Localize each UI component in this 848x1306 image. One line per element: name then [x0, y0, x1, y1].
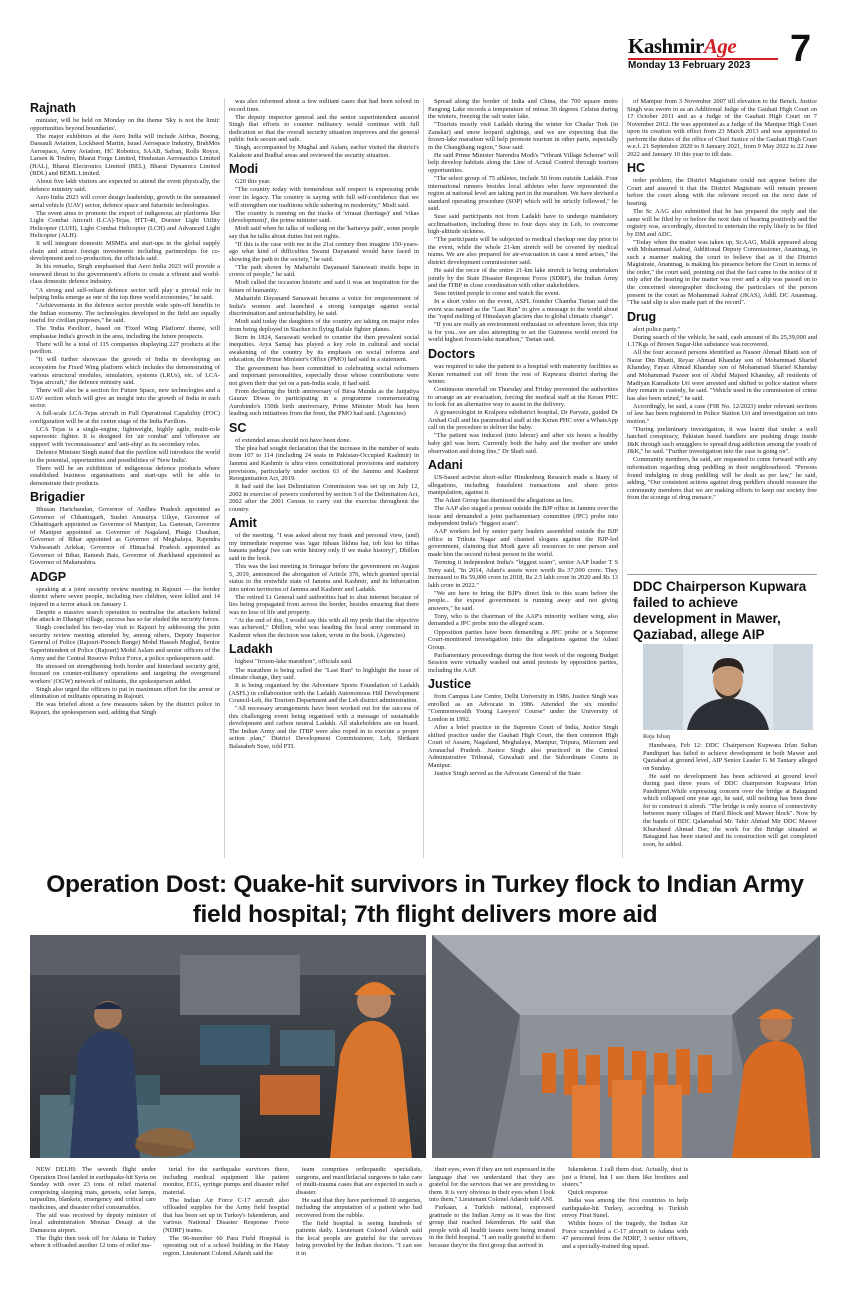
paragraph: Born in 1824, Saraswati worked to counter the then prevalent social inequities. Arya Samaj has played a key role in cultural and social awakening of the country by its emphasis on social reforms and education, the Prime Minister's Office (PMO) had said in a statement.: [229, 333, 419, 364]
paragraph: He said no development has been achieved at ground level during past three years of DDC chairperson Kupwara Irfan Panditpuri.While expressing concern over the bridge at Batagund which collapsed one year ago, he said, still nothing has been done for to construct it afresh. "The bridge is only source of connectivity between many villages of Haril Block and Mawer block". Now by the hands of BDC Qalamabad Mr. Tahir Ahmad Mir DDC Mawer Khursheed Ahmad Dar, the work for the Bridge situated at Batagund has been started and its construction will get completed soon, he added.: [643, 772, 817, 848]
paragraph: "A strong and self-reliant defence sector will play a pivotal role in helping India emerge as one of the top three world economies," he said.: [30, 286, 220, 302]
photo-caption: Raja Ishaq: [643, 733, 671, 740]
paragraph: "Achievements in the defence sector provide wide spin-off benefits to the Indian economy. The technologies developed in the field are equally useful for civilian purposes," he said.: [30, 302, 220, 325]
paragraph: "The country today with tremendous self respect is expressing pride over its legacy. The country is saying with full self-confidence that we will strengthen our traditions while ushering in modernity," Modi said.: [229, 186, 419, 209]
paragraph: After a brief practice in the Supreme Court of India, Justice Singh shifted practice under the Gauhati High Court, the then common High Court of Assam, Nagaland, Meghalaya, Manipur, Tripura, Mizoram and Arunachal Pradesh. Justice Singh also practiced in the Central Administrative Tribunal, Guwahati and the Subordinate Courts in Manipur.: [428, 723, 618, 769]
paragraph: "We are here to bring the BJP's direct link to this scam before the people... the exposé government is running away and not giving answers," he said.: [428, 589, 618, 612]
paragraph: From declaring the birth anniversary of Birsa Munda as the Janjatiya Gaurav Diwas to participating in a programme commemorating Aurobindo's 150th birth anniversary, Prime Minister Modi has been leading such initiatives from the front, the PMO had said. (Agencies): [229, 387, 419, 418]
paragraph: "Today when the matter was taken up, Sr.AAG, Malik appeared along with Mohammad Ashraf, Additional Deputy Commissioner, Anantnag, in such a manner making the court to believe that as if the District Magistrate, Anantnag, is making his presence before the Court in terms of the order," the court said, pointing out that the fact came to the notice of it only after the hearing in the matter was over and a slip was passed on to the concerned stenographer disclosing the particulars of the person present in the court as Mohammad Ashraf (JKAS), Addl. DC Anantnag. "The said slip is also made part of the record".: [627, 238, 817, 307]
ddc-headline: DDC Chairperson Kupwara failed to achieve development in Mawer, Qaziabad, allege AIP: [633, 579, 807, 642]
photo-illustration: [432, 935, 820, 1158]
paragraph: Suse invited people to come and watch the event.: [434, 290, 561, 298]
story-column-5: [562, 1166, 688, 1300]
paragraph: India was among the first countries to help earthquake-hit Turkey, according to Turkish envoy Firat Sunel.: [562, 1197, 688, 1220]
paragraph: Accordingly, he said, a case (FIR No. 12/2023) under relevant sections of law has been registered in Police Station Uri and investigation set into motion.": [627, 402, 817, 425]
paragraph: It had said the last Delimitation Commission was set up on July 12, 2002 in exercise of powers conferred by section 3 of the Delimitation Act, 2002 after the 2001 Census to carry out the exercise throughout the country.: [229, 483, 419, 513]
paragraph: Suse said participants not from Ladakh have to undergo mandatory acclimatisation, including three to four days stay in Leh, to overcome high-altitude sickness.: [428, 213, 618, 236]
paragraph: "All necessary arrangements have been worked out for the success of this challenging event being organised with a message of sustainable development and carbon neutral Ladakh. All stakeholders are on board. The Indian Army and the ITBP were also roped in to execute a proper action plan," District Development Commissioner, Leh, Shrikant Balasaheb Suse, told PTI.: [229, 705, 419, 750]
paragraph: was also informed about a few militant cases that had been solved in record time.: [229, 98, 419, 113]
paragraph: The 'India Pavilion', based on 'Fixed Wing Platform' theme, will emphasise India's growth in the area, including the future prospects.: [30, 325, 220, 340]
section-heading: Ladakh: [229, 642, 273, 657]
paragraph: "The participants will be subjected to medical checkup one day prior to the event, while the whole 21-km stretch will be covered by medical teams. We are also prepared for air-evacuation in case a need arises," the district development commissioner said.: [428, 236, 618, 266]
paragraph: alert police party.": [633, 325, 681, 333]
paragraph: The plea had sought declaration that the increase in the number of seats from 107 to 114 (including 24 seats in Pakistan-Occupied Kashmir) in Jammu and Kashmir is ultra vires constitutional provisions and statutory provisions, particularly under section 63 of the Jammu and Kashmir Reorganisation Act, 2019.: [229, 444, 419, 483]
section-heading: Adani: [428, 458, 463, 473]
section-heading: Amit: [229, 516, 257, 531]
story-column-2: [163, 1166, 289, 1300]
paragraph: The government has been committed to celebrating social reformers and important personalities, especially those whose contributions were not given their due yet on a pan-India scale, it had said.: [229, 364, 419, 387]
section-heading: Rajnath: [30, 101, 76, 115]
paragraph: The major exhibitors at the Aero India will include Airbus, Boeing, Dassault Aviation, Lockheed Martin, Israel Aerospace Industry, BrahMos Aerospace, Army Aviation, HC Robotics, SAAB, Safran, Rolls Royce, Larsen & Toubro, Bharat Forge Limited, Hindustan Aeronautics Limited (HAL), Bharat Electronics Limited (BEL), Bharat Dynamics Limited (BDL) and BEML Limited.: [30, 132, 220, 178]
paragraph: A full-scale LCA-Tejas aircraft in Full Operational Capability (FOC) configuration will be at the centre stage of the India Pavilion.: [30, 410, 220, 425]
paragraph: from Campus Law Centre, Delhi University in 1986. Justice Singh was enrolled as an Advocate in 1986. Attended the six months' "Commonwealth Young Lawyers' Course" under the University of London in 1992.: [428, 693, 618, 723]
paragraph: Singh, accompanied by Mughal and Aslam, earlier visited the district's Kalakote and Budhal areas and reviewed the security situation.: [229, 144, 419, 159]
paragraph: The deputy inspector general and the senior superintendent assured Singh that efforts to counter militancy would continue with full dedication so that the overall security situation improves and the general public feels secure and safe.: [229, 113, 419, 144]
column-4: [627, 98, 817, 568]
masthead: [0, 0, 848, 90]
paragraph: Parliamentary proceedings during the first week of the ongoing Budget Session were virtually washed out amid protests by opposition parties, including the AAP.: [428, 651, 618, 674]
paragraph: He said Prime Minister Narendra Modi's "Vibrant Village Scheme" will help develop habitats along the Line of Actual Control through tourism opportunities.: [428, 151, 618, 174]
paragraph: order problem, the District Magistrate could not appear before the Court and assured it that the District Magistrate will remain present before the court along with the relevant record on the next date of hearing.: [627, 177, 817, 208]
paragraph: "During preliminary investigation, it was learnt that under a well hatched conspiracy, Pakistan based handlers are pushing drugs inside J&K through such smugglers to spread drug addiction among the youth of J&K," he said. "Further investigation into the case is going on".: [627, 425, 817, 456]
paragraph: G20 this year.: [235, 178, 271, 186]
paragraph: their eyes, even if they are not expressed in the language that we understand that they are grateful for the services that we are providing to them. It is very obvious in their eyes when I look into them," Lieutenant Colonel Adarsh told ANI.: [429, 1166, 555, 1204]
story-column-3: [296, 1166, 422, 1300]
paragraph: The marathon is being called the "Last Run" to highlight the issue of climate change, they said.: [229, 666, 419, 682]
paragraph: highest "frozen-lake marathon", officials said.: [235, 658, 353, 666]
page-number: 7: [790, 28, 812, 70]
paragraph: Spread along the border of India and China, the 700 square metre Pangong Lake records a temperature of minus 30 degrees Celsius during the winters, freezing the salt water lake.: [428, 98, 618, 121]
paragraph: The country is running on the tracks of 'virasat (heritage)' and 'vikas (development)', the prime minister said.: [229, 209, 419, 225]
paragraph: of Manipur from 3 November 2007 till elevation to the Bench. Justice Singh was sworn in as an Additional Judge of the Gauhati High Court on 17 October 2011 and as a Judge of the Gauhati High Court on 7 November 2012. He was appointed as a Judge of the Manipur High Court upon its creation with effect from 23 March 2013 and was appointed to perform the duties of the office of Chief Justice of the Gauhati High Court w.e.f. 21 September 2020 to 9 January 2021, from 9 May 2022 to 22 June 2022 and January 10 this year to till date.: [627, 98, 817, 158]
story-column-4: [429, 1166, 555, 1300]
ddc-article: [627, 574, 817, 868]
paragraph: There will also be a section for Future Space, new technologies and a UAV section which will give an insight into the growth of India in each sector.: [30, 387, 220, 410]
paragraph: He stressed on strengthening both border and hinterland security grid, focused on counter-militancy operations and targeting the overground workers' (OGW) network of militants, the spokesperson added.: [30, 662, 220, 685]
paragraph: The aid was received by deputy minister of local administration Moutaz Douaji at the Damascus airport.: [30, 1211, 156, 1234]
paragraph: He said the recce of the entire 21-km lake stretch is being undertaken jointly by the State Disaster Response Force (SDRF), the Indian Army and the ITBP in close coordination with other stakeholders.: [428, 267, 618, 290]
story-column-6: [695, 1166, 821, 1300]
paragraph: In a short video on the event, ASFL founder Chamba Tsetan said the event was named as the "Last Run" to give a message to the world about the "rapid melting of Himalayan glaciers due to global climatic change".: [428, 298, 618, 321]
paragraph: Singh concluded his two-day visit to Rajouri by addressing the joint security review meeting attended by, among others, Deputy Inspector General of Police (Rajouri-Poonch Range) Mohd Haseeb Mughal, Senior Superintendent of Police (Rajouri) Mohd Aslam and senior officers of the Army and the Central Reserve Police Force, a police spokesperson said.: [30, 624, 220, 662]
paragraph: NEW DELHI: The seventh flight under Operation Dost landed in earthquake-hit Syria on Sunday with over 23 tons of relief material comprising sleeping mats, gensets, solar lamps, tarpaulins, blankets, emergency and critical care medicines, and disaster relief consumables.: [30, 1166, 156, 1211]
logo-main: Kashmir: [628, 34, 704, 58]
photo-illustration: [30, 935, 426, 1158]
paragraph: Opposition parties have been demanding a JPC probe or a Supreme Court-monitored investigation into the allegations against the Adani Group.: [428, 628, 618, 651]
paragraph: minister, will be held on Monday on the theme 'Sky is not the limit: opportunities beyond boundaries'.: [30, 117, 220, 132]
paragraph: There will be a total of 115 companies displaying 227 products at the pavilion.: [30, 340, 220, 356]
paragraph: The AAP also staged a protest outside the BJP office in Jammu over the issue and demanded a joint parliamentary committee (JPC) probe into independent India's "biggest scam".: [428, 505, 618, 528]
paragraph: Despite a massive search operation to neutralise the attackers behind the attack in Dhangri village, success has so far eluded the security forces.: [30, 608, 220, 624]
paragraph: Within hours of the tragedy, the Indian Air Force scrambled a C-17 aircraft to Adana with 47 personnel from the NDRF, 3 senior officers, and a specially-trained dog squad.: [562, 1220, 688, 1250]
paragraph: Continuous snowfall on Thursday and Friday prevented the authorities to arrange an air evacuation, forcing the medical staff at the Keran PHC to look for an alternative way to assist in the delivery.: [428, 386, 618, 409]
paragraph: speaking at a joint security review meeting in Rajouri — the border district where seven people, including two children, were killed and 14 injured in a terror attack on January 1.: [30, 585, 220, 608]
paragraph: During search of the vehicle, he said, cash amount of Rs 25,39,000 and 1.17Kgs of Brown Sugar-like substance was recovered.: [627, 333, 817, 349]
column-divider: [224, 98, 225, 858]
paragraph: Terming it independent India's "biggest scam", senior AAP leader T S Tony said, "In 2014, Adani's assets were worth Rs 37,000 crore. They increased to Rs 59,000 crore in 2018, Rs 2.5 lakh crore in 2020 and Rs 13 lakh crore in 2022.": [428, 559, 618, 589]
portrait-illustration: [643, 644, 813, 730]
paragraph: About five lakh visitors are expected to attend the event physically, the defence ministry said.: [30, 178, 220, 193]
portrait-photo: [643, 644, 813, 730]
column-divider: [423, 98, 424, 858]
section-heading: Brigadier: [30, 490, 85, 505]
section-heading: Drug: [627, 309, 657, 324]
paragraph: "The path shown by Maharishi Dayanand Saraswati instils hope in crores of people," he said.: [229, 263, 419, 279]
paragraph: "Tourists mostly visit Ladakh during the winter for Chadar Trek (in Zanskar) and snow leopard sightings, and we are expecting that the frozen-lake marathon will help promote tourism in other parts, especially in the Changthang region," Suse said.: [428, 121, 618, 151]
paragraph: Modi said when he talks of walking on the 'kartavya path', some people say that he talks about duties but not rights.: [229, 225, 419, 240]
section-heading: Justice: [428, 677, 472, 692]
paragraph: The flight then took off for Adana in Turkey where it offloaded another 12 tons of relief ma-: [30, 1234, 156, 1250]
paragraph: LCA Tejas is a single-engine, lightweight, highly agile, multi-role supersonic fighter. It is designed for 'air combat' and 'offensive air support' with 'reconnaissance' and 'anti-ship' as its secondary roles.: [30, 425, 220, 448]
paragraph: Maharishi Dayanand Saraswati became a voice for empowerment of India's women and launched a strong campaign against social discrimination and untouchability, he said.: [229, 295, 419, 318]
section-heading: ADGP: [30, 569, 67, 584]
paragraph: In his remarks, Singh emphasised that Aero India 2023 will provide a renewed thrust to the government's efforts to create a vibrant and world-class domestic defence industry.: [30, 263, 220, 286]
paragraph: He was briefed about a few measures taken by the district police in Rajouri, the spokesperson said, adding that Singh: [30, 701, 220, 716]
section-heading: Doctors: [428, 347, 476, 361]
column-3: [428, 98, 618, 866]
paragraph: Modi said today the daughters of the country are taking on major roles from being deployed in Siachen to flying Rafale fighter planes.: [229, 318, 419, 333]
paragraph: This was the last meeting in Srinagar before the government on August 5, 2019, announced the abrogation of Article 370, which granted special status to the erstwhile state of Jammu and Kashmir, and its bifurcation into union territories of Jammu and Kashmir and Ladakh.: [229, 562, 419, 593]
paragraph: "If you are really an environment enthusiast or adventure lover, this trip is for you...we are also attempting to set the Guinness world record for world highest frozen-lake marathon," Tsetan said.: [428, 321, 618, 344]
paragraph: AAP workers led by senior party leaders assembled outside the BJP office in Trikuta Nagar and chanted slogans against the BJP-led government, claiming that Modi gave all resources to one person and made him the second richest person in the world.: [428, 528, 618, 559]
section-heading: SC: [229, 420, 247, 435]
paragraph: Modi called the occasion historic and said it was an inspiration for the future of humanity.: [229, 279, 419, 295]
newspaper-logo: [628, 34, 736, 59]
paragraph: "If this is the case with me in the 21st century then imagine 150-years-ago what kind of difficulties Swami Dayanand would have faced in showing the path to the society," he said.: [229, 240, 419, 263]
paragraph: Justice Singh served as the Advocate General of the State: [434, 769, 581, 777]
paragraph: "At the end of this, I would say this with all my pride that the objective was achieved," Dhillon, who was heading the local army command in Kashmir when the decision was taken, wrote in the book. (Agencies): [229, 616, 419, 639]
paragraph: of the meeting. "I was asked about my frank and personal view, (and) my immediate response was 'agar itihaas likhna hai, toh kisi ko itihas banana padega' (we can write history only if we make history)", Dhillon said in the book.: [229, 532, 419, 562]
paragraph: The Adani Group has dismissed the allegations as lies.: [434, 497, 574, 505]
paragraph: Aero India 2023 will cover design leadership, growth in the unmanned aerial vehicle (UAV) sector, defence space and futuristic technologies.: [30, 193, 220, 209]
paragraph: Tony, who is the chairman of the AAP's minority welfare wing, also demanded a JPC probe into the alleged scam.: [428, 612, 618, 628]
paragraph: All the four accused persons identified as Naseer Ahmad Bhatti son of Nazar Din Bhatti, Reyaz Ahmad Khanday son of Mohammad Sharief Khanday, Fayaz Ahmad Khanday son of Mohammad Sharief Khanday and Mohammad Pazeer son of Abdul Majeed Khanday, all residents of Madiyan Kamalkote Uri were arrested and shifted to police station where they remain in custody, he said. "Vehicle used in the commission of crime has also been seized," he said.: [627, 349, 817, 402]
paragraph: Singh also urged the officers to put in maximum effort for the arrest or elimination of militants operating in Rajouri.: [30, 685, 220, 701]
section-heading: HC: [627, 161, 646, 176]
column-2: [229, 98, 419, 866]
paragraph: Furkaan, a Turkish national, expressed gratitude to the Indian Army as it was the first group that reached Iskenderun. He said that people with all health issues were being treated in the field hospital. "I am really grateful to them because they're the first group that arrived in: [429, 1204, 555, 1249]
paragraph: Defence Minister Singh stated that the pavilion will introduce the world to the potential, opportunities and possibilities of 'New India'.: [30, 449, 220, 464]
paragraph: The 96-member 60 Para Field Hospital is operating out of a school building in the Hatay region. Lieutenant Colonel Adarsh said the: [163, 1234, 289, 1258]
paragraph: The retired Lt General said authorities had to shut internet because of lies being propagated from across the border, besides ensuring that there was no loss of life and property.: [229, 593, 419, 616]
paragraph: The Sr. AAG also submitted that he has prepared the reply and the same will be filed by or before the next date of hearing positively and the registry was, accordingly, directed to entertain the reply likely to be filed by DM and ADC.: [627, 208, 817, 238]
paragraph: He said that they have performed 10 surgeries, including the amputation of a patient who had recovered from the rubble.: [296, 1196, 422, 1219]
paragraph: was required to take the patient to a hospital with maternity facilities as Keran remained cut off from the rest of Kupwara district during the winter.: [428, 363, 618, 386]
paragraph: The Indian Air Force C-17 aircraft also offloaded supplies for the Army field hospital that has been set up in Turkey's Iskenderun, and various National Disaster Response Force (NDRF) teams.: [163, 1196, 289, 1234]
paragraph: terial for the earthquake survivors there, including medical equipment like patient monitor, ECG, syringe pumps and disaster relief material.: [163, 1166, 289, 1196]
paragraph: "It will further showcase the growth of India in developing an ecosystem for Fixed Wing platform which includes the demonstrating of various structural modules, simulators, systems (LRUs), etc. of LCA-Tejas aircraft," the defence ministry said.: [30, 356, 220, 387]
column-divider: [622, 98, 623, 858]
paragraph: Bhusan Harichandan, Governor of Andhra Pradesh appointed as Governor of Chhattisgarh, Sushri Anusuiya Uikye, Governor of Chhattisgarh appointed as Governor of Manipur, La. Ganesan, Governor of Manipur appointed as Governor of Nagaland, Phagu Chauhan, Governor of Bihar appointed as Governor of Meghalaya, Rajendra Vishwanath Arlekar, Governor of Himachal Pradesh appointed as Governor of Bihar, Ramesh Bais, Governor of Jharkhand appointed as Governor of Maharashtra.: [30, 506, 220, 567]
paragraph: Quick response: [568, 1189, 608, 1197]
ddc-body: [643, 742, 817, 868]
paragraph: US-based activist short-seller Hindenburg Research made a litany of allegations, including fraudulent transactions and share price manipulation, against it.: [428, 474, 618, 497]
paragraph: "The patient was induced (into labour) and after six hours a healthy baby girl was born. Currently both the baby and the mother are under observation and doing fine," Dr Shafi said.: [428, 432, 618, 455]
story-column-1: [30, 1166, 156, 1300]
paragraph: Community members, he said, are requested to come forward with any information regarding drug peddling in their neighbourhood. "Persons found indulging in drug peddling will be dealt as per law," he said, adding, "Our consistent actions against drug peddlers should reassure the community members that we are making efforts to keep our society free from the scourge of drug menace.": [627, 456, 817, 502]
article-rule: [627, 574, 817, 575]
issue-date: Monday 13 February 2023: [628, 60, 751, 71]
section-heading: Modi: [229, 162, 259, 177]
photo-aircraft-hold: [432, 935, 820, 1158]
paragraph: "The select group of 75 athletes, include 50 from outside Ladakh. Four international runners besides local athletes who have represented the region at national level are taking part in the marathon. We have devised a standard operating procedure (SOP) which will be strictly followed," he said.: [428, 174, 618, 213]
paragraph: Iskenderun. I call them dost. Actually, dost is just a friend, but I see them like brothers and sisters.": [562, 1166, 688, 1189]
paragraph: It will integrate domestic MSMEs and start-ups in the global supply chain and attract foreign investments including partnerships for co-development and co-production, the officials said.: [30, 240, 220, 263]
paragraph: A gynaecologist in Kralpora subdistrict hospital, Dr Parvaiz, guided Dr Arshad Gull and his paramedical staff at the Keran PHC over a WhatsApp call on the procedure to deliver the baby.: [428, 409, 618, 432]
paragraph: Handwara, Feb 12: DDC Chairperson Kupwara Irfan Sultan Panditpuri has failed to achieve development in both Mawer and Qaziabad at ground level, AIP Senior Leader G M Tantary alleged on Sunday.: [643, 742, 817, 772]
paragraph: The event aims to promote the export of indigenous air platforms like Light Combat Aircraft (LCA)-Tejas, HTT-40, Dornier Light Utility Helicopter (LUH), Light Combat Helicopter (LCH) and Advanced Light Helicopter (ALH).: [30, 209, 220, 240]
main-headline: Operation Dost: Quake-hit survivors in Turkey flock to Indian Army field hospital; 7th flight delivers more aid: [46, 871, 804, 928]
column-1: [30, 98, 220, 866]
paragraph: There will be an exhibition of indigenous defence products where established business organisations and start-ups will be able to demonstrate their products.: [30, 464, 220, 487]
paragraph: It is being organised by the Adventure Sports Foundation of Ladakh (ASFL) in collaboration with the Ladakh Autonomous Hill Development Council-Leh, the Tourism Department and the Leh district administration.: [229, 682, 419, 705]
logo-accent: Age: [703, 34, 737, 58]
paragraph: team comprises orthopaedic specialists, surgeons, and maxillofacial surgeons to take care of multi-trauma cases that are expected in such a disaster.: [296, 1166, 422, 1196]
paragraph: The field hospital is seeing hundreds of patients daily. Lieutenant Colonel Adarsh said the local people are grateful for the services being provided by the Indian doctors. "I can see it in: [296, 1219, 422, 1258]
paragraph: of extended areas should not have been done.: [235, 436, 352, 444]
photo-rescue-dog-team: [30, 935, 426, 1158]
